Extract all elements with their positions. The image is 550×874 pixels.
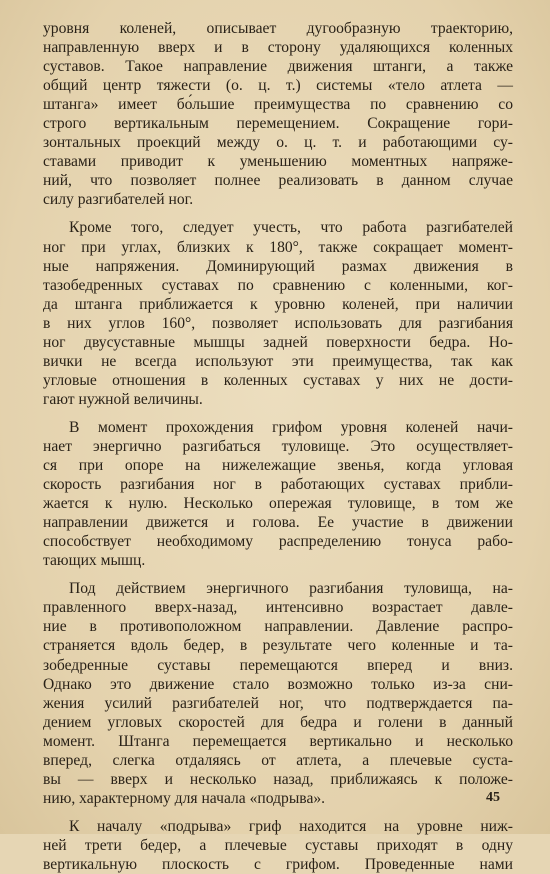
text-line: зобедренные суставы перемещаются вперед и вниз. — [43, 656, 513, 674]
text-line: страняется вдоль бедер, в результате чего коленные и та- — [43, 637, 513, 655]
text-line: нает энергично разгибаться туловище. Это осуществляет- — [43, 437, 513, 455]
text-line: правленного вверх-назад, интенсивно возрастает давле- — [43, 599, 513, 617]
text-line: вички не всегда используют эти преимущества, так как — [43, 352, 513, 370]
text-line: ние в противоположном направлении. Давление распро- — [43, 618, 513, 636]
page-number: 45 — [486, 790, 500, 805]
text-line: момент. Штанга перемещается вертикально и несколько — [43, 732, 513, 750]
text-line: направлении движется и голова. Ее участие в движении — [43, 514, 513, 532]
text-line: скорость разгибания ног в работающих суставах прибли- — [43, 476, 513, 494]
paragraph-gap — [43, 409, 513, 418]
text-line: тающих мышц. — [43, 552, 146, 570]
text-line: нию, характерному для начала «подрыва». — [43, 789, 326, 807]
paragraph — [43, 19, 513, 209]
text-line: Под действием энергичного разгибания туловища, на- — [69, 580, 513, 598]
paragraph — [43, 579, 513, 808]
paragraph — [43, 418, 513, 570]
text-line: ний, что позволяет полнее реализовать в данном случае — [43, 172, 513, 190]
paragraph-gap — [43, 570, 513, 579]
text-line: зонтальных проекций между о. ц. т. и работающими су- — [43, 134, 513, 152]
text-line: суставов. Такое направление движения штанги, а также — [43, 58, 513, 76]
text-line: вертикальную плоскость с грифом. Проведенные нами — [43, 855, 513, 873]
text-line: В момент прохождения грифом уровня коленей начи- — [69, 418, 513, 436]
text-line: штанга» имеет бо́льшие преимущества по сравнению со — [43, 96, 513, 114]
text-line: гают нужной величины. — [43, 390, 203, 408]
text-line: ней трети бедер, а плечевые суставы приходят в одну — [43, 836, 513, 854]
body-text — [43, 19, 513, 874]
text-line: Однако это движение стало возможно только из-за сни- — [43, 675, 513, 693]
text-line: Кроме того, следует учесть, что работа разгибателей — [69, 219, 513, 237]
paragraph-gap — [43, 808, 513, 817]
text-line: в них углов 160°, позволяет использовать для разгибания — [43, 314, 513, 332]
text-line: вы — вверх и несколько назад, приближаясь к положе- — [43, 770, 513, 788]
text-line: строго вертикальным перемещением. Сокращение гори- — [43, 115, 513, 133]
text-line: да штанга приближается к уровню коленей, при наличии — [43, 295, 513, 313]
text-line: ные напряжения. Доминирующий размах движения в — [43, 257, 513, 275]
text-line: вперед, слегка отдаляясь от атлета, а плечевые суста- — [43, 751, 513, 769]
paragraph — [43, 218, 513, 408]
text-line: уровня коленей, описывает дугообразную траекторию, — [43, 20, 513, 37]
text-line: ног двусуставные мышцы задней поверхности бедра. Но- — [43, 333, 513, 351]
paragraph-gap — [43, 209, 513, 218]
text-line: силу разгибателей ног. — [43, 191, 194, 209]
text-line: ся при опоре на нижележащие звенья, когда угловая — [43, 457, 513, 475]
text-line: ног при углах, близких к 180°, также сокращает момент- — [43, 238, 513, 256]
text-line: жения усилий разгибателей ног, что подтверждается па- — [43, 694, 513, 712]
text-line: способствует необходимому распределению тонуса рабо- — [43, 533, 513, 551]
text-line: жается к нулю. Несколько опережая туловище, в том же — [43, 495, 513, 513]
text-line: К началу «подрыва» гриф находится на уровне ниж- — [69, 817, 513, 835]
paragraph — [43, 817, 513, 874]
text-line: тазобедренных суставах по сравнению с коленными, ког- — [43, 276, 513, 294]
text-line: ставами приводит к уменьшению моментных напряже- — [43, 153, 513, 171]
text-line: дением угловых скоростей для бедра и голени в данный — [43, 713, 513, 731]
text-line: направленную вверх и в сторону удаляющихся коленных — [43, 39, 513, 57]
text-line: угловые отношения в коленных суставах у них не дости- — [43, 371, 513, 389]
text-line: общий центр тяжести (о. ц. т.) системы «тело атлета — — [43, 77, 513, 95]
